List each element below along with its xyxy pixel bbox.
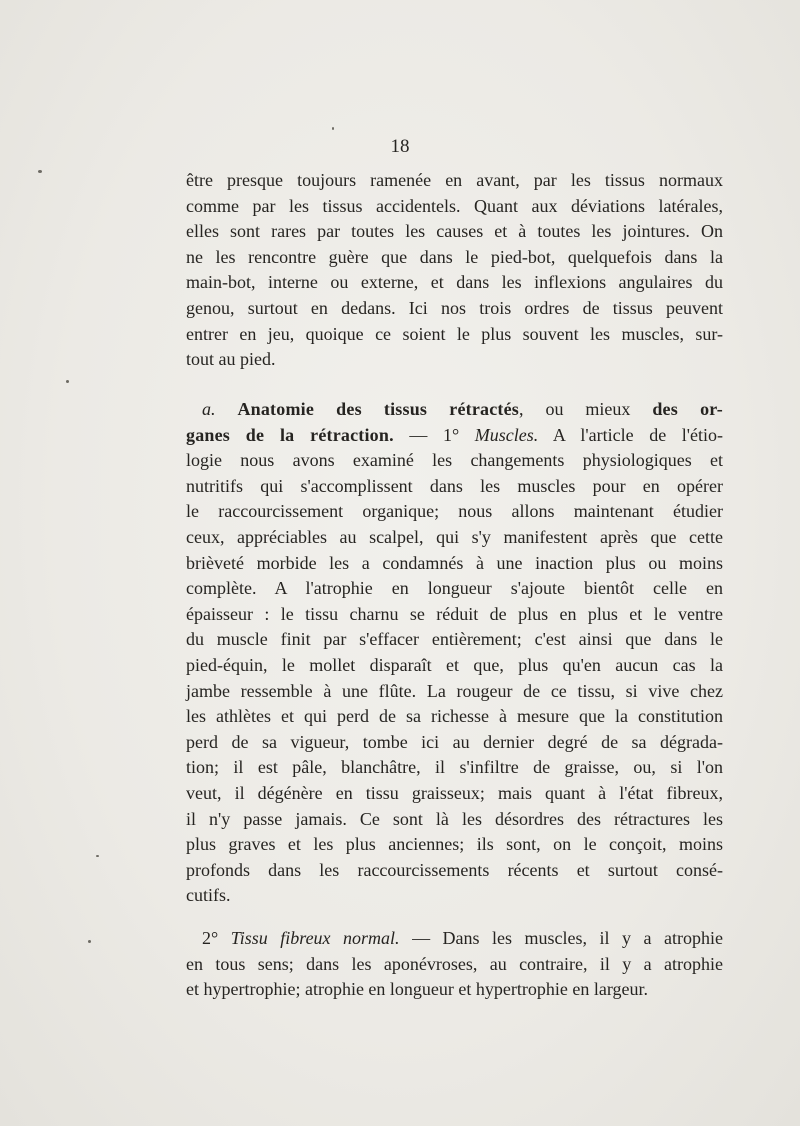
section-fibrous-tissue bbox=[186, 926, 723, 1003]
text-line: veut, il dégénère en tissu graisseux; mais quant à l'état fibreux, bbox=[186, 782, 723, 803]
paper-speck bbox=[332, 127, 334, 130]
paper-speck bbox=[38, 170, 42, 173]
section-heading-line bbox=[186, 397, 723, 423]
text-line: main-bot, interne ou externe, et dans les inflexions angulaires du bbox=[186, 272, 723, 293]
text-line: brièveté morbide les a condamnés à une inaction plus ou moins bbox=[186, 552, 723, 573]
subsection-number: — 1° bbox=[409, 424, 460, 445]
text-line: entrer en jeu, quoique ce soient le plus souvent les muscles, sur- bbox=[186, 323, 723, 344]
section-title-alt: des or- bbox=[652, 399, 723, 419]
subsection-title: Tissu fibreux normal. bbox=[230, 928, 400, 948]
text-line: être presque toujours ramenée en avant, par les tissus normaux bbox=[186, 170, 723, 190]
text-fragment: A l'article de l'étio- bbox=[552, 424, 723, 445]
text-line: comme par les tissus accidentels. Quant aux déviations latérales, bbox=[186, 195, 723, 216]
text-line: profonds dans les raccourcissements récents et surtout consé- bbox=[186, 859, 723, 880]
text-line: nutritifs qui s'accomplissent dans les muscles pour en opérer bbox=[186, 475, 723, 496]
subsection-title: Muscles. bbox=[474, 424, 539, 445]
text-line: logie nous avons examiné les changements physiologiques et bbox=[186, 450, 723, 471]
text-line: elles sont rares par toutes les causes et à toutes les jointures. On bbox=[186, 221, 723, 242]
section-letter: a. bbox=[202, 399, 216, 419]
text-line: en tous sens; dans les aponévroses, au contraire, il y a atrophie bbox=[186, 953, 723, 974]
text-line: pied-équin, le mollet disparaît et que, plus qu'en aucun cas la bbox=[186, 654, 723, 675]
text-line: ceux, appréciables au scalpel, qui s'y manifestent après que cette bbox=[186, 526, 723, 547]
text-line: plus graves et les plus anciennes; ils sont, on le conçoit, moins bbox=[186, 834, 723, 855]
text-line: complète. A l'atrophie en longueur s'ajoute bientôt celle en bbox=[186, 578, 723, 599]
text-line: tout au pied. bbox=[186, 349, 276, 370]
paper-speck bbox=[88, 940, 91, 943]
text-line: les athlètes et qui perd de sa richesse à mesure que la constitution bbox=[186, 706, 723, 727]
section-title-alt-end: ganes de la rétraction. bbox=[186, 424, 394, 445]
text-line: épaisseur : le tissu charnu se réduit de plus en plus et le ventre bbox=[186, 603, 723, 624]
text-line: genou, surtout en dedans. Ici nos trois ordres de tissus peuvent bbox=[186, 297, 723, 318]
paragraph-continuation bbox=[186, 168, 723, 373]
subsection-heading-line bbox=[186, 926, 723, 952]
text-line: ne les rencontre guère que dans le pied-bot, quelquefois dans la bbox=[186, 246, 723, 267]
text-line: tion; il est pâle, blanchâtre, il s'infiltre de graisse, ou, si l'on bbox=[186, 757, 723, 778]
subsection-number: 2° bbox=[202, 928, 219, 948]
text-line: le raccourcissement organique; nous allons maintenant étudier bbox=[186, 501, 723, 522]
text-line: cutifs. bbox=[186, 885, 231, 906]
text-fragment: — Dans les muscles, il y a atrophie bbox=[412, 928, 723, 948]
text-line: et hypertrophie; atrophie en longueur et hypertrophie en largeur. bbox=[186, 979, 649, 1000]
page-number: 18 bbox=[390, 136, 410, 157]
section-anatomy bbox=[186, 397, 723, 909]
paper-speck bbox=[66, 380, 69, 383]
text-line: jambe ressemble à une flûte. La rougeur de ce tissu, si vive chez bbox=[186, 680, 723, 701]
section-title: Anatomie des tissus rétractés bbox=[237, 399, 520, 419]
text-line: perd de sa vigueur, tombe ici au dernier degré de sa dégrada- bbox=[186, 731, 723, 752]
text-line: du muscle finit par s'effacer entièrement; c'est ainsi que dans le bbox=[186, 629, 723, 650]
text-line: il n'y passe jamais. Ce sont là les désordres des rétractures les bbox=[186, 808, 723, 829]
heading-join: , ou mieux bbox=[519, 399, 631, 419]
section-heading-line bbox=[186, 423, 723, 449]
paper-speck bbox=[96, 855, 99, 857]
